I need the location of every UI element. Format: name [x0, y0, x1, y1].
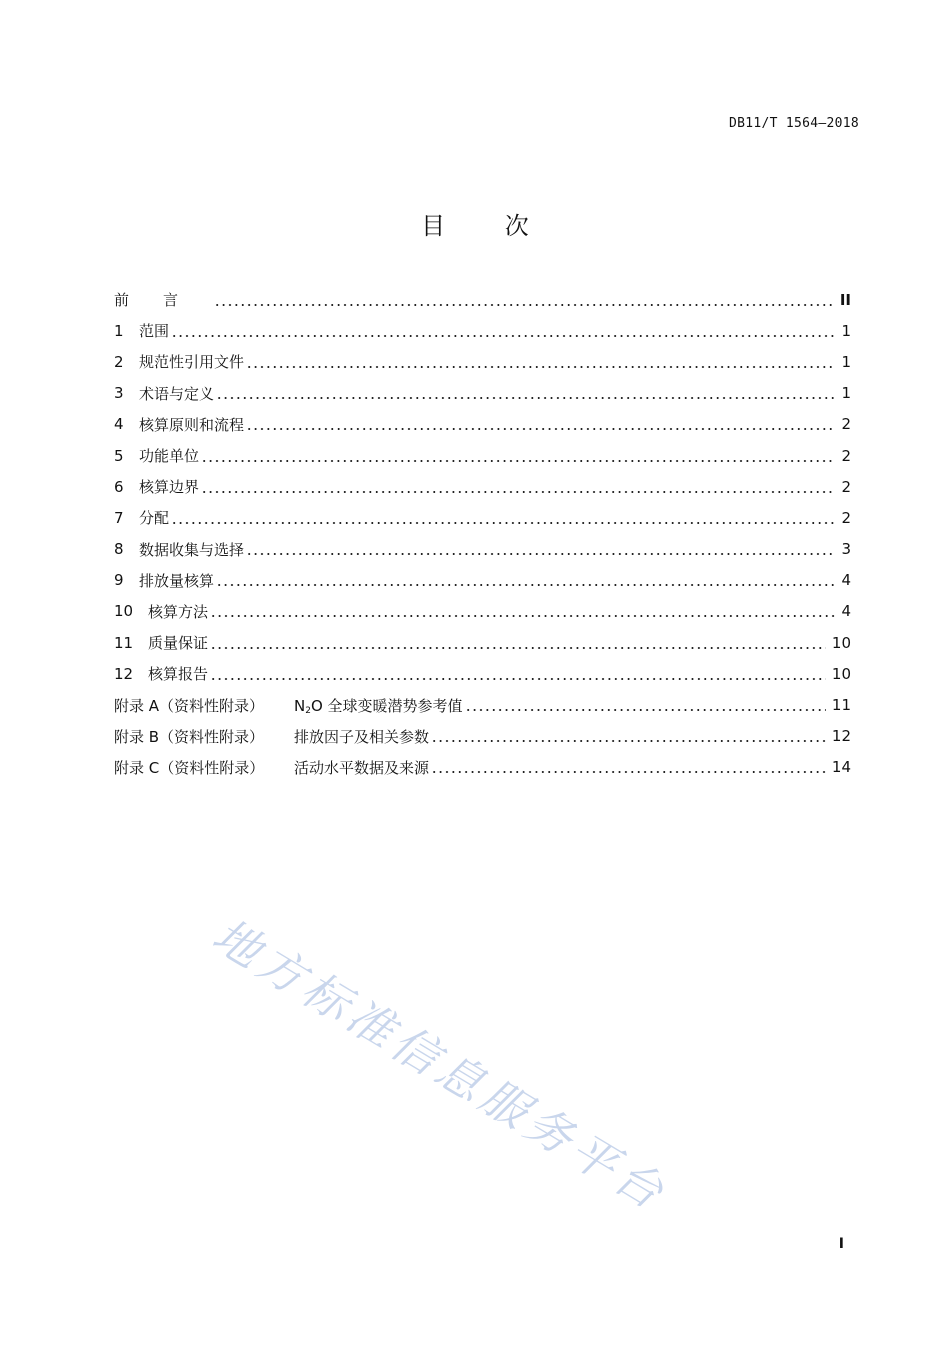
dot-leader: [210, 647, 826, 649]
toc-entry-number: 11: [114, 633, 134, 652]
page-number: I: [838, 1236, 844, 1252]
toc-entry-text: 分配: [139, 509, 170, 528]
toc-entry-appendix-a[interactable]: [114, 689, 851, 720]
toc-entry-appendix-c[interactable]: [114, 752, 851, 783]
dot-leader: [171, 335, 835, 337]
toc-entry-text: 范围: [139, 322, 170, 341]
dot-leader: [216, 584, 835, 586]
toc-entry-text: 核算边界: [139, 478, 200, 497]
toc-entry-page: 2: [841, 508, 851, 527]
appendix-title: 排放因子及相关参数: [294, 727, 430, 746]
toc-entry[interactable]: [114, 658, 851, 689]
toc-entry[interactable]: [114, 378, 851, 409]
appendix-label: 附录 A（资料性附录）: [114, 696, 265, 715]
toc-entry-number: 8: [114, 540, 124, 559]
dot-leader: [171, 522, 835, 524]
appendix-title: [294, 695, 463, 716]
dot-leader: [210, 615, 835, 617]
dot-leader: [246, 553, 835, 555]
toc-entry-page: 1: [841, 352, 851, 371]
toc-entry-number: 1: [114, 321, 124, 340]
toc-entry[interactable]: [114, 565, 851, 596]
toc-entry[interactable]: [114, 627, 851, 658]
toc-entry-page: 3: [841, 540, 851, 559]
dot-leader: [216, 397, 835, 399]
toc-entry-text: 核算报告: [148, 665, 209, 684]
toc-entry-text: 核算原则和流程: [139, 415, 245, 434]
toc-entry-page: 2: [841, 446, 851, 465]
toc-entry-number: 9: [114, 571, 124, 590]
dot-leader: [431, 771, 826, 773]
appendix-label: 附录 B（资料性附录）: [114, 727, 265, 746]
toc-entry-page: II: [839, 290, 851, 309]
toc-entry-page: 1: [841, 384, 851, 403]
appendix-label: 附录 C（资料性附录）: [114, 758, 265, 777]
dot-leader: [465, 709, 826, 711]
toc-entry-number: 2: [114, 352, 124, 371]
toc-entry-text: 数据收集与选择: [139, 540, 245, 559]
toc-entry-text: 术语与定义: [139, 384, 215, 403]
toc-entry-page: 10: [831, 664, 851, 683]
toc-entry-number: 6: [114, 477, 124, 496]
appendix-title-rest: O 全球变暖潜势参考值: [310, 696, 463, 715]
toc-entry-text: 功能单位: [139, 447, 200, 466]
appendix-title: 活动水平数据及来源: [294, 758, 430, 777]
toc-entry[interactable]: [114, 315, 851, 346]
toc-entry-page: 14: [831, 758, 851, 777]
dot-leader: [431, 740, 826, 742]
toc-entry-text: 质量保证: [148, 634, 209, 653]
toc-entry-appendix-b[interactable]: [114, 721, 851, 752]
toc-entry-text: 排放量核算: [139, 571, 215, 590]
toc-entry[interactable]: [114, 534, 851, 565]
dot-leader: [210, 678, 826, 680]
toc-entry-text: 前言: [114, 291, 213, 310]
toc-entry-text: 核算方法: [148, 602, 209, 621]
document-code: DB11/T 1564—2018: [728, 116, 859, 131]
toc-entry-page: 2: [841, 415, 851, 434]
toc-entry-page: 11: [831, 696, 851, 715]
dot-leader: [201, 460, 835, 462]
toc-entry[interactable]: [114, 471, 851, 502]
toc-entry[interactable]: [114, 502, 851, 533]
appendix-title-n: N: [294, 696, 306, 715]
toc-entry[interactable]: [114, 346, 851, 377]
toc-entry-foreword[interactable]: [114, 284, 851, 315]
dot-leader: [246, 428, 835, 430]
toc-entry[interactable]: [114, 440, 851, 471]
toc-entry-number: 3: [114, 384, 124, 403]
appendix-title-subscript: 2: [305, 705, 311, 716]
toc-entry-page: 10: [831, 633, 851, 652]
toc-entry-page: 1: [841, 321, 851, 340]
toc-entry-number: 7: [114, 508, 124, 527]
toc-entry-text: 规范性引用文件: [139, 353, 245, 372]
toc-entry[interactable]: [114, 409, 851, 440]
table-of-contents: [114, 284, 851, 783]
page-title: 目 次: [421, 212, 555, 240]
dot-leader: [201, 491, 835, 493]
dot-leader: [246, 366, 835, 368]
toc-entry-page: 2: [841, 477, 851, 496]
toc-entry-page: 4: [841, 571, 851, 590]
toc-entry[interactable]: [114, 596, 851, 627]
toc-entry-number: 4: [114, 415, 124, 434]
dot-leader: [214, 304, 834, 306]
toc-entry-page: 4: [841, 602, 851, 621]
toc-entry-number: 5: [114, 446, 124, 465]
toc-entry-page: 12: [831, 727, 851, 746]
watermark: 地方标准信息服务平台: [203, 907, 678, 1222]
toc-entry-number: 12: [114, 664, 134, 683]
toc-entry-number: 10: [114, 602, 134, 621]
